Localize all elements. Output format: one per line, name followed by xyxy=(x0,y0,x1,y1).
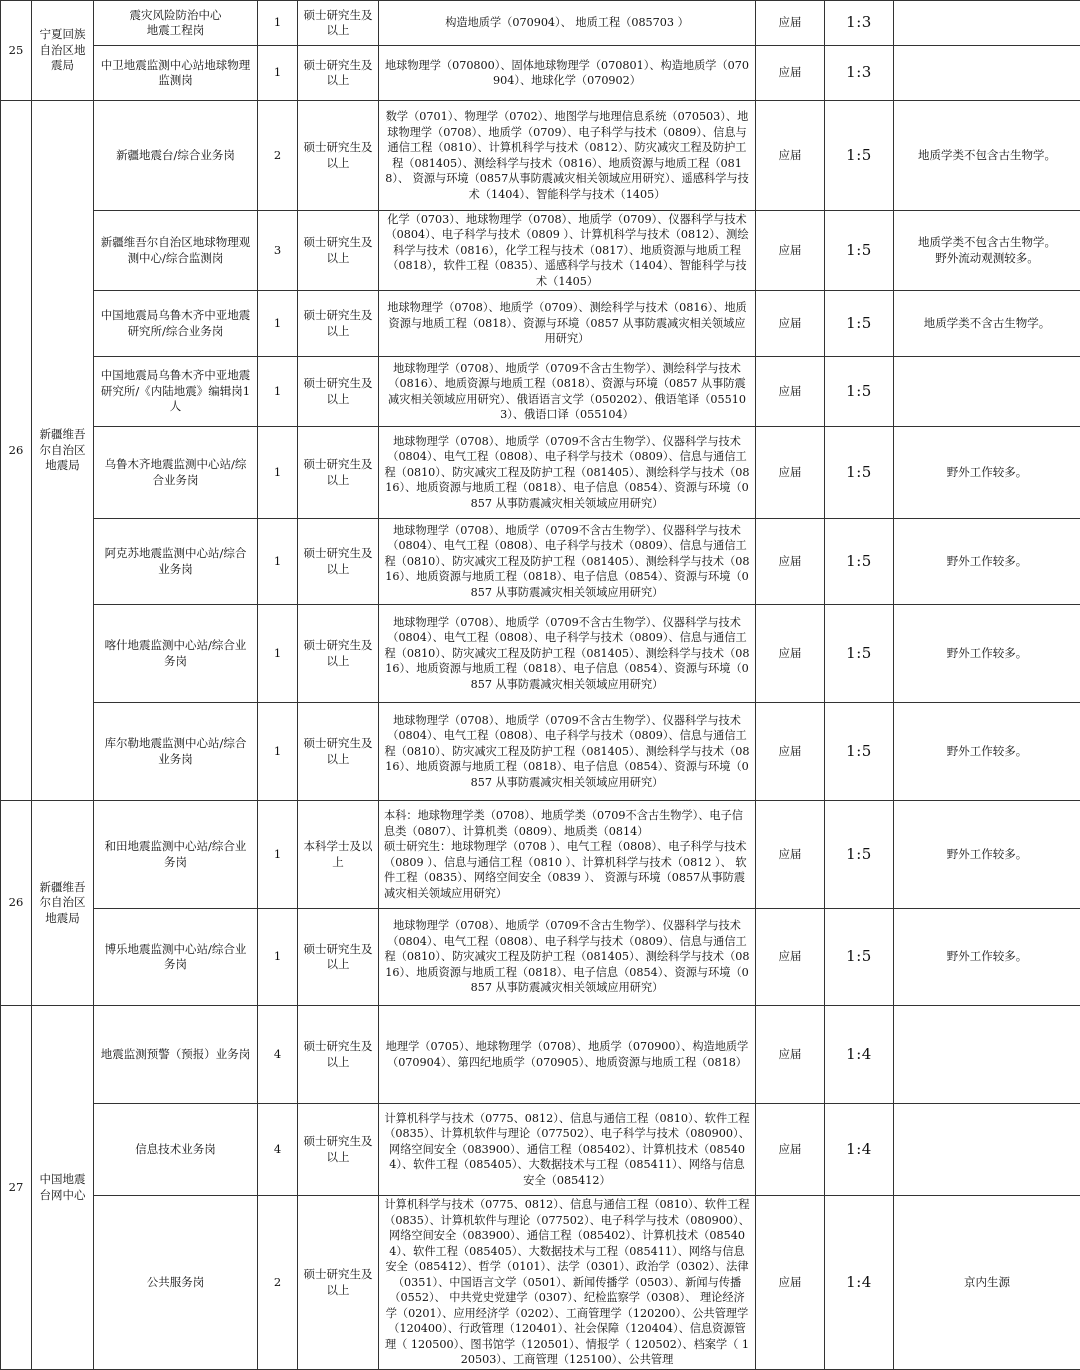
majors-cell: 地球物理学（0708）、地质学（0709不含古生物学）、仪器科学与技术（0804）、电气工程（0808）、电子科学与技术（0809）、信息与通信工程（0810）、防灾减灾工程及防护工程（081405）、测绘科学与技术（0816）、地质资源与地质工程（0818）、电子信息（0854）、资源与环境（0857 从事防震减灾相关领域应用研究） xyxy=(379,909,756,1006)
ratio-cell: 1:3 xyxy=(825,1,894,46)
table-row xyxy=(1,909,1080,1006)
position-cell: 新疆地震台/综合业务岗 xyxy=(94,101,258,211)
position-cell: 和田地震监测中心站/综合业务岗 xyxy=(94,801,258,909)
unit-number: 25 xyxy=(1,1,32,101)
graduate-cell: 应届 xyxy=(756,46,825,101)
note-cell: 野外工作较多。 xyxy=(894,909,1080,1006)
graduate-cell: 应届 xyxy=(756,291,825,357)
count-cell: 1 xyxy=(258,357,298,427)
majors-cell: 构造地质学（070904）、 地质工程（085703 ） xyxy=(379,1,756,46)
position-cell: 震灾风险防治中心 地震工程岗 xyxy=(94,1,258,46)
graduate-cell: 应届 xyxy=(756,703,825,801)
unit-name: 宁夏回族自治区地震局 xyxy=(32,1,94,101)
table-row xyxy=(1,101,1080,211)
note-cell xyxy=(894,46,1080,101)
note-cell: 地质学类不包含古生物学。 xyxy=(894,101,1080,211)
unit-number: 27 xyxy=(1,1006,32,1370)
count-cell: 1 xyxy=(258,909,298,1006)
count-cell: 1 xyxy=(258,291,298,357)
position-cell: 喀什地震监测中心站/综合业务岗 xyxy=(94,605,258,703)
graduate-cell: 应届 xyxy=(756,211,825,291)
education-cell: 硕士研究生及以上 xyxy=(298,703,379,801)
ratio-cell: 1:3 xyxy=(825,46,894,101)
education-cell: 硕士研究生及以上 xyxy=(298,46,379,101)
majors-cell: 数学（0701）、物理学（0702）、地图学与地理信息系统（070503）、地球物理学（0708）、地质学（0709）、电子科学与技术（0809）、信息与通信工程（0810）、计算机科学与技术（0812）、防灾减灾工程及防护工程（081405）、测绘科学与技术（0816）、地质资源与地质工程（0818）、 资源与环境（0857从事防震减灾相关领域应用研究）、遥感科学与技术（1404）、智能科学与技术（1405） xyxy=(379,101,756,211)
table-row xyxy=(1,291,1080,357)
education-cell: 硕士研究生及以上 xyxy=(298,101,379,211)
graduate-cell: 应届 xyxy=(756,1104,825,1196)
table-row xyxy=(1,605,1080,703)
position-cell: 新疆维吾尔自治区地球物理观测中心/综合监测岗 xyxy=(94,211,258,291)
table-row xyxy=(1,1104,1080,1196)
count-cell: 1 xyxy=(258,801,298,909)
count-cell: 2 xyxy=(258,101,298,211)
majors-cell: 地球物理学（0708）、地质学（0709不含古生物学）、仪器科学与技术（0804）、电气工程（0808）、电子科学与技术（0809）、信息与通信工程（0810）、防灾减灾工程及防护工程（081405）、测绘科学与技术（0816）、地质资源与地质工程（0818）、电子信息（0854）、资源与环境（0857 从事防震减灾相关领域应用研究） xyxy=(379,605,756,703)
ratio-cell: 1:5 xyxy=(825,427,894,519)
education-cell: 硕士研究生及以上 xyxy=(298,1006,379,1104)
table-row xyxy=(1,46,1080,101)
majors-cell: 地球物理学（0708）、地质学（0709不含古生物学）、仪器科学与技术（0804）、电气工程（0808）、电子科学与技术（0809）、信息与通信工程（0810）、防灾减灾工程及防护工程（081405）、测绘科学与技术（0816）、地质资源与地质工程（0818）、电子信息（0854）、资源与环境（0857 从事防震减灾相关领域应用研究） xyxy=(379,703,756,801)
table-row xyxy=(1,519,1080,605)
ratio-cell: 1:5 xyxy=(825,291,894,357)
ratio-cell: 1:5 xyxy=(825,909,894,1006)
count-cell: 2 xyxy=(258,1196,298,1370)
graduate-cell: 应届 xyxy=(756,519,825,605)
count-cell: 1 xyxy=(258,703,298,801)
graduate-cell: 应届 xyxy=(756,605,825,703)
majors-cell: 地球物理学（0708）、地质学（0709）、测绘科学与技术（0816）、地质资源与地质工程（0818）、资源与环境（0857 从事防震减灾相关领域应用研究） xyxy=(379,291,756,357)
majors-cell: 计算机科学与技术（0775、0812）、信息与通信工程（0810）、软件工程（0835）、计算机软件与理论（077502）、电子科学与技术（080900）、网络空间安全（083900）、通信工程（085402）、计算机技术（085404）、软件工程（085405）、大数据技术与工程（085411）、网络与信息安全（085412）、哲学（0101）、法学（0301）、政治学（0302）、法律（0351）、中国语言文学（0501）、新闻传播学（0503）、新闻与传播（0552）、 中共党史党建学（0307）、纪检监察学（0308）、 理论经济学（0201）、应用经济学（0202）、工商管理学（120200）、公共管理学（120400）、行政管理（120401）、社会保障（120404）、信息资源管理（ 120500）、图书馆学（120501）、情报学（ 120502）、档案学（ 120503）、工商管理（125100）、公共管理 xyxy=(379,1196,756,1370)
table-row xyxy=(1,801,1080,909)
note-cell: 野外工作较多。 xyxy=(894,519,1080,605)
table-row xyxy=(1,211,1080,291)
note-cell: 地质学类不包含古生物学。 野外流动观测较多。 xyxy=(894,211,1080,291)
unit-name: 中国地震台网中心 xyxy=(32,1006,94,1370)
position-cell: 博乐地震监测中心站/综合业务岗 xyxy=(94,909,258,1006)
position-cell: 中国地震局乌鲁木齐中亚地震研究所/综合业务岗 xyxy=(94,291,258,357)
table-row xyxy=(1,703,1080,801)
note-cell xyxy=(894,1104,1080,1196)
table-row xyxy=(1,1196,1080,1370)
position-cell: 公共服务岗 xyxy=(94,1196,258,1370)
majors-cell: 计算机科学与技术（0775、0812）、信息与通信工程（0810）、软件工程（0835）、计算机软件与理论（077502）、电子科学与技术（080900）、网络空间安全（083900）、通信工程（085402）、计算机技术（085404）、软件工程（085405）、大数据技术与工程（085411）、网络与信息安全（085412） xyxy=(379,1104,756,1196)
position-cell: 信息技术业务岗 xyxy=(94,1104,258,1196)
ratio-cell: 1:5 xyxy=(825,519,894,605)
note-cell xyxy=(894,1006,1080,1104)
position-cell: 中卫地震监测中心站地球物理监测岗 xyxy=(94,46,258,101)
count-cell: 1 xyxy=(258,519,298,605)
count-cell: 1 xyxy=(258,605,298,703)
position-cell: 库尔勒地震监测中心站/综合业务岗 xyxy=(94,703,258,801)
ratio-cell: 1:4 xyxy=(825,1104,894,1196)
education-cell: 硕士研究生及以上 xyxy=(298,909,379,1006)
note-cell xyxy=(894,357,1080,427)
unit-name: 新疆维吾尔自治区地震局 xyxy=(32,101,94,801)
graduate-cell: 应届 xyxy=(756,1006,825,1104)
note-cell xyxy=(894,1,1080,46)
education-cell: 硕士研究生及以上 xyxy=(298,605,379,703)
position-cell: 中国地震局乌鲁木齐中亚地震研究所/《内陆地震》编辑岗1人 xyxy=(94,357,258,427)
graduate-cell: 应届 xyxy=(756,909,825,1006)
graduate-cell: 应届 xyxy=(756,1,825,46)
graduate-cell: 应届 xyxy=(756,801,825,909)
education-cell: 硕士研究生及以上 xyxy=(298,291,379,357)
education-cell: 硕士研究生及以上 xyxy=(298,1,379,46)
education-cell: 本科学士及以上 xyxy=(298,801,379,909)
majors-cell: 地球物理学（0708）、地质学（0709不含古生物学）、测绘科学与技术（0816）、地质资源与地质工程（0818）、资源与环境（0857 从事防震减灾相关领域应用研究）、俄语语言文学（050202）、俄语笔译（055103）、俄语口译（055104） xyxy=(379,357,756,427)
position-cell: 地震监测预警（预报）业务岗 xyxy=(94,1006,258,1104)
graduate-cell: 应届 xyxy=(756,1196,825,1370)
note-cell: 京内生源 xyxy=(894,1196,1080,1370)
ratio-cell: 1:5 xyxy=(825,101,894,211)
note-cell: 野外工作较多。 xyxy=(894,605,1080,703)
education-cell: 硕士研究生及以上 xyxy=(298,1104,379,1196)
education-cell: 硕士研究生及以上 xyxy=(298,211,379,291)
note-cell: 野外工作较多。 xyxy=(894,427,1080,519)
note-cell: 地质学类不含古生物学。 xyxy=(894,291,1080,357)
education-cell: 硕士研究生及以上 xyxy=(298,519,379,605)
ratio-cell: 1:4 xyxy=(825,1006,894,1104)
majors-cell: 地理学（0705）、地球物理学（0708）、地质学（070900）、构造地质学（070904）、第四纪地质学（070905）、地质资源与地质工程（0818） xyxy=(379,1006,756,1104)
table-row xyxy=(1,1,1080,46)
ratio-cell: 1:5 xyxy=(825,801,894,909)
note-cell: 野外工作较多。 xyxy=(894,801,1080,909)
majors-cell: 地球物理学（070800）、固体地球物理学（070801）、构造地质学（070904）、地球化学（070902） xyxy=(379,46,756,101)
table-row xyxy=(1,1006,1080,1104)
ratio-cell: 1:5 xyxy=(825,703,894,801)
note-cell: 野外工作较多。 xyxy=(894,703,1080,801)
ratio-cell: 1:5 xyxy=(825,357,894,427)
count-cell: 3 xyxy=(258,211,298,291)
position-cell: 乌鲁木齐地震监测中心站/综合业务岗 xyxy=(94,427,258,519)
education-cell: 硕士研究生及以上 xyxy=(298,427,379,519)
count-cell: 1 xyxy=(258,427,298,519)
table-row xyxy=(1,427,1080,519)
graduate-cell: 应届 xyxy=(756,101,825,211)
count-cell: 1 xyxy=(258,46,298,101)
unit-name: 新疆维吾尔自治区地震局 xyxy=(32,801,94,1006)
graduate-cell: 应届 xyxy=(756,427,825,519)
education-cell: 硕士研究生及以上 xyxy=(298,357,379,427)
graduate-cell: 应届 xyxy=(756,357,825,427)
ratio-cell: 1:5 xyxy=(825,605,894,703)
unit-number: 26 xyxy=(1,801,32,1006)
ratio-cell: 1:5 xyxy=(825,211,894,291)
count-cell: 4 xyxy=(258,1104,298,1196)
position-cell: 阿克苏地震监测中心站/综合业务岗 xyxy=(94,519,258,605)
count-cell: 1 xyxy=(258,1,298,46)
table-row xyxy=(1,357,1080,427)
majors-cell: 本科：地球物理学类（0708）、地质学类（0709不含古生物学）、电子信息类（0807）、计算机类（0809）、地质类（0814） 硕士研究生：地球物理学（0708 ）、电气工程（0808）、电子科学与技术（0809 ）、信息与通信工程（0810 ）、计算机科学与技术（0812 ）、 软件工程（0835）、网络空间安全（0839 ）、 资源与环境（0857从事防震减灾相关领域应用研究） xyxy=(379,801,756,909)
majors-cell: 化学（0703）、地球物理学（0708）、地质学（0709）、仪器科学与技术（0804）、电子科学与技术（0809 ）、计算机科学与技术（0812）、测绘科学与技术（0816），化学工程与技术（0817）、地质资源与地质工程（0818），软件工程（0835）、遥感科学与技术（1404）、智能科学与技术（1405） xyxy=(379,211,756,291)
majors-cell: 地球物理学（0708）、地质学（0709不含古生物学）、仪器科学与技术（0804）、电气工程（0808）、电子科学与技术（0809）、信息与通信工程（0810）、防灾减灾工程及防护工程（081405）、测绘科学与技术（0816）、地质资源与地质工程（0818）、电子信息（0854）、资源与环境（0857 从事防震减灾相关领域应用研究） xyxy=(379,519,756,605)
ratio-cell: 1:4 xyxy=(825,1196,894,1370)
unit-number: 26 xyxy=(1,101,32,801)
education-cell: 硕士研究生及以上 xyxy=(298,1196,379,1370)
count-cell: 4 xyxy=(258,1006,298,1104)
majors-cell: 地球物理学（0708）、地质学（0709不含古生物学）、仪器科学与技术（0804）、电气工程（0808）、电子科学与技术（0809）、信息与通信工程（0810）、防灾减灾工程及防护工程（081405）、测绘科学与技术（0816）、地质资源与地质工程（0818）、电子信息（0854）、资源与环境（0857 从事防震减灾相关领域应用研究） xyxy=(379,427,756,519)
